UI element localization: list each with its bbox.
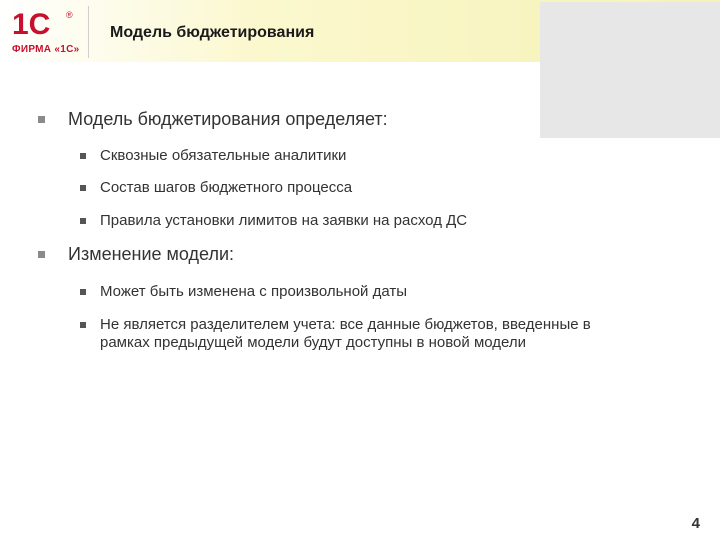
logo-caption: ФИРМА «1С» [12,44,80,55]
sub-item-analytics [80,147,640,165]
sub-item-text: Может быть изменена с произвольной даты [100,283,408,300]
square-bullet-icon [80,185,86,191]
square-bullet-icon [38,116,45,123]
square-bullet-icon [80,322,86,328]
sub-item-text: Правила установки лимитов на заявки на расход ДС [100,212,468,229]
square-bullet-icon [80,218,86,224]
sub-item-text: Состав шагов бюджетного процесса [100,179,353,196]
square-bullet-icon [80,289,86,295]
bullet-text: Модель бюджетирования определяет: [68,109,388,129]
bullet-text: Изменение модели: [68,244,234,264]
bullet-item-model-change [38,243,234,265]
sub-item-process-steps [80,179,640,197]
page-number: 4 [691,515,700,532]
logo-mark: 1С [12,8,51,41]
sub-item-text: Сквозные обязательные аналитики [100,147,347,164]
sub-item-limit-rules [80,212,640,230]
bullet-item-model-defines [38,108,388,130]
sub-item-arbitrary-date [80,283,640,301]
logo-registered-mark: ® [66,10,73,20]
sub-item-not-separator [80,316,630,352]
sub-item-text: Не является разделителем учета: все данные бюджетов, введенные в рамках предыдущей модели будут доступны в новой модели [100,316,591,351]
page-title: Модель бюджетирования [110,24,315,41]
square-bullet-icon [38,251,45,258]
square-bullet-icon [80,153,86,159]
